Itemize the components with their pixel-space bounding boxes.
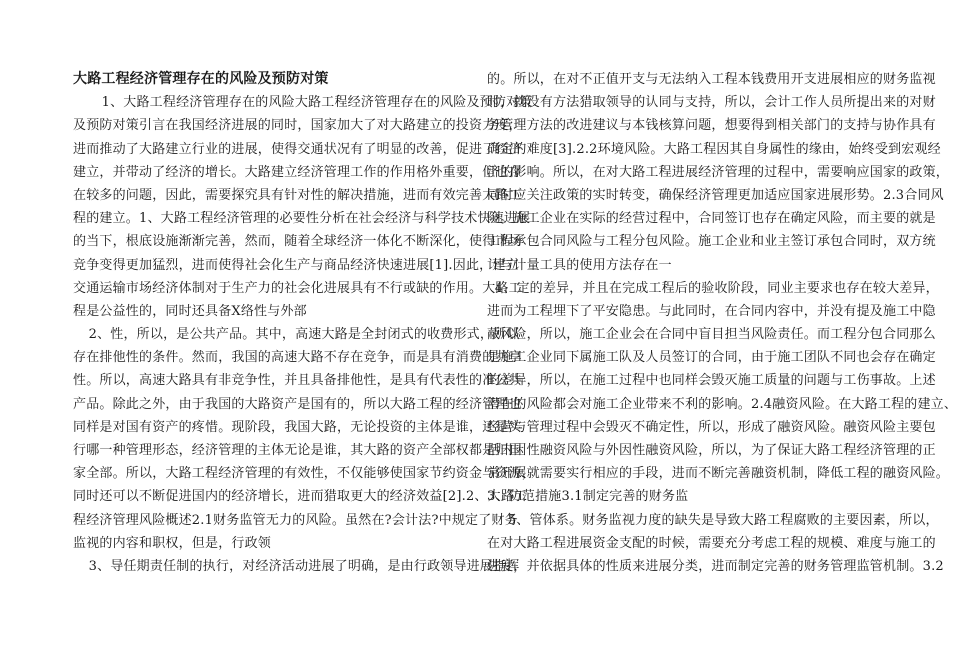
right-column-text <box>487 68 957 578</box>
text-line: 监视的内容和职权，但是，行政领 <box>73 535 272 551</box>
text-line: 同样是对国有资产的疼惜。现阶段，我国大路，无论投资的主体是谁，还是实 <box>73 419 522 435</box>
text-line: 同时应关注政策的实时转变，确保经济管理更加适应国家进展形势。2.3合同风 <box>487 187 944 203</box>
text-line: 2、性，所以，是公共产品。其中，高速大路是全封闭式的收费形式，所以 <box>88 327 520 343</box>
text-line: 进而为工程埋下了平安隐患。与此同时，在合同内容中，并没有提及施工中隐 <box>487 303 936 319</box>
text-line: 经营与管理过程中会毁灭不确定性，所以，形成了融资风险。融资风险主要包 <box>487 419 936 435</box>
text-line: 是施工企业同下属施工队及人员签订的合同，由于施工团队不同也会存在确定 <box>487 350 936 366</box>
left-column <box>73 68 536 578</box>
text-line: 括内因性融资风险与外因性融资风险，所以，为了保证大路工程经济管理的正 <box>487 443 936 458</box>
text-line: 工程承包合同风险与工程分包风险。施工企业和业主签订承包合同时，双方统 <box>487 234 936 250</box>
text-line: 性。所以，高速大路具有非竞争性，并且具备排他性，是具有代表性的准公共 <box>73 373 522 389</box>
text-line: 在较多的问题，因此，需要探究具有针对性的解决措施，进而有效完善大路工 <box>73 187 522 203</box>
text-line: 的差异，所以，在施工过程中也同样会毁灭施工质量的问题与工伤事故。上述 <box>487 373 936 389</box>
text-line: 程的建立。1、大路工程经济管理的必要性分析在社会经济与科学技术快速进展 <box>73 211 531 227</box>
text-line: 及预防对策引言在我国经济进展的同时，国家加大了对大路建立的投资力度， <box>73 118 522 134</box>
text-line: 的当下，根底设施渐渐完善，然而，随着全球经济一体化不断深化，使得市场 <box>73 234 522 250</box>
text-line: 蔽风险，所以，施工企业会在合同中盲目担当风险责任。而工程分包合同那么 <box>487 327 936 343</box>
text-line: 产品。除此之外，由于我国的大路资产是国有的，所以大路工程的经济管理也 <box>73 396 522 412</box>
left-column-text <box>73 91 536 578</box>
text-line: 计与计量工具的使用方法存在一 <box>487 257 672 273</box>
text-line: 4、定的差异，并且在完成工程后的验收阶段，同业主要求也存在较大差异， <box>494 280 939 296</box>
text-line: 的。所以，在对不正值开支与无法纳入工程本钱费用开支进展相应的财务监视 <box>487 72 936 87</box>
text-line: 3、防范措施3.1制定完善的财务监 <box>487 489 689 505</box>
text-line: 进度，并依据具体的性质来进展分类，进而制定完善的财务管理监管机制。3.2 <box>487 558 944 574</box>
text-line: 务管理方法的改进建议与本钱核算问题，想要得到相关部门的支持与协作具有 <box>487 118 936 134</box>
text-line: 程是公益性的，同时还具备X络性与外部 <box>73 303 307 319</box>
text-line: 险。施工企业在实际的经营过程中，合同签订也存在确定风险，而主要的就是 <box>487 211 936 227</box>
text-line: 5、管体系。财务监视力度的缺失是导致大路工程腐败的主要因素，所以， <box>507 512 939 528</box>
text-line: 确定的难度[3].2.2环境风险。大路工程因其自身属性的缘由，始终受到宏观经 <box>487 141 941 157</box>
text-line: 竞争变得更加猛烈，进而使得社会化生产与商品经济快速进展[1].因此，建立 <box>73 257 519 273</box>
text-line: 3、导任期责任制的执行，对经济活动进展了明确，是由行政领导进展指挥 <box>88 558 520 574</box>
text-line: 1、大路工程经济管理存在的风险大路工程经济管理存在的风险及预防对策 <box>101 95 533 111</box>
text-line: 潜在的风险都会对施工企业带来不利的影响。2.4融资风险。在大路工程的建立、 <box>487 396 957 412</box>
text-line: 存在排他性的条件。然而，我国的高速大路不存在竞争，而是具有消费的共享 <box>73 350 522 366</box>
text-line: 进而推动了大路建立行业的进展，使得交通状况有了明显的改善，促进了经济 <box>73 141 522 157</box>
right-column <box>487 68 957 578</box>
text-line: 建立，并带动了经济的增长。大路建立经济管理工作的作用格外重要，但也存 <box>73 164 522 180</box>
text-line: 程经济管理风险概述2.1财务监管无力的风险。虽然在?会计法?中规定了财务 <box>73 512 518 528</box>
text-line: 家全部。所以，大路工程经济管理的有效性，不仅能够使国家节约资金与资源， <box>73 466 536 482</box>
text-line: 交通运输市场经济体制对于生产力的社会化进展具有不行或缺的作用。大路工 <box>73 280 522 296</box>
text-line: 行哪一种管理形态，经济管理的主体无论是谁，其大路的资产全部权都是归国 <box>73 443 522 459</box>
document-title: 大路工程经济管理存在的风险及预防对策 <box>73 71 329 87</box>
text-line: 时，就没有方法猎取领导的认同与支持，所以，会计工作人员所提出来的对财 <box>487 95 936 111</box>
text-line: 常开展就需要实行相应的手段，进而不断完善融资机制，降低工程的融资风险。 <box>487 466 950 482</box>
text-line: 济的影响。所以，在对大路工程进展经济管理的过程中，需要响应国家的政策， <box>487 164 950 180</box>
text-line: 在对大路工程进展资金支配的时候，需要充分考虑工程的规模、难度与施工的 <box>487 535 936 551</box>
text-line: 同时还可以不断促进国内的经济增长，进而猎取更大的经济效益[2].2、大路工 <box>73 489 528 505</box>
